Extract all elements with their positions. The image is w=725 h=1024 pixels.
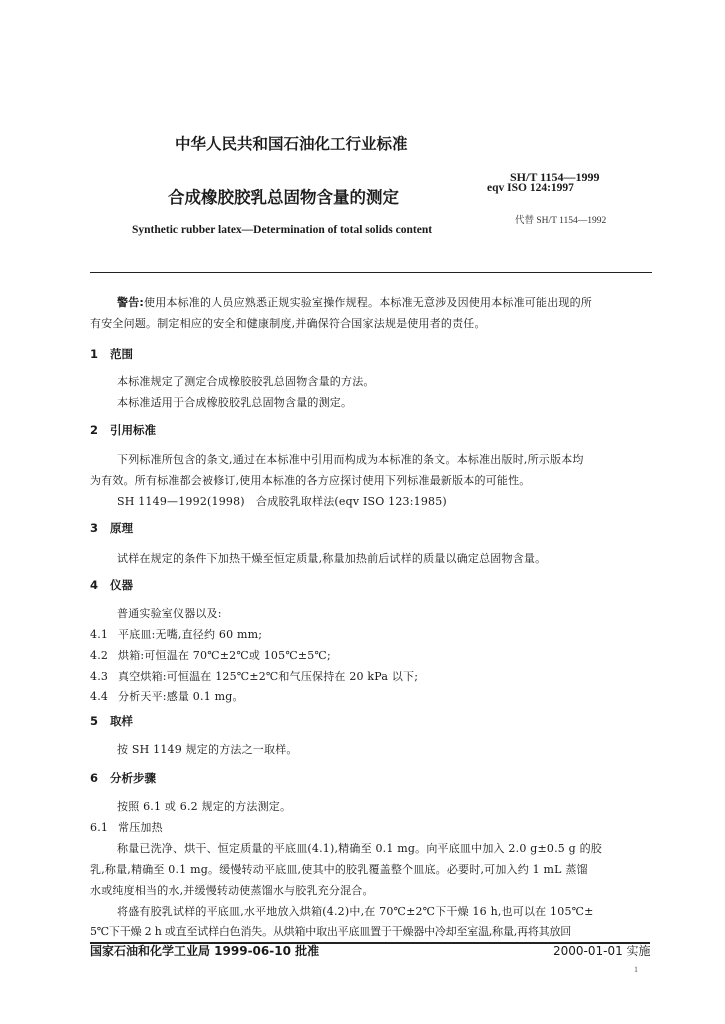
apparatus-item-number: 4.1: [90, 628, 109, 641]
apparatus-item-text: 分析天平:感量 0.1 mg。: [118, 690, 244, 703]
referenced-standard: SH 1149—1992(1998) 合成胶乳取样法(eqv ISO 123:1985): [117, 495, 447, 508]
section-3-heading: [90, 520, 133, 536]
section-6-title: 分析步骤: [110, 771, 157, 785]
apparatus-item-number: 4.4: [90, 690, 109, 703]
section-2-heading: [90, 422, 156, 438]
section-6-para-1: 按照 6.1 或 6.2 规定的方法测定。: [117, 800, 292, 813]
subsection-6-1-number: 6.1: [90, 821, 109, 834]
section-1-para-2: 本标准适用于合成橡胶胶乳总固物含量的测定。: [117, 396, 353, 409]
procedure-para-2-line-1: 将盛有胶乳试样的平底皿,水平地放入烘箱(4.2)中,在 70℃±2℃下干燥 16 h,也可以在 105℃±: [117, 905, 594, 918]
section-6-heading: [90, 770, 156, 786]
page-number: 1: [634, 965, 638, 974]
apparatus-item-text: 真空烘箱:可恒温在 125℃±2℃和气压保持在 20 kPa 以下;: [118, 670, 419, 683]
subsection-6-1-title: 常压加热: [118, 821, 163, 834]
effective-date: 2000-01-01 实施: [553, 944, 651, 958]
replaces-note: 代替 SH/T 1154—1992: [515, 216, 607, 226]
section-5-para-1: 按 SH 1149 规定的方法之一取样。: [117, 743, 298, 756]
section-2-para-1a: 下列标准所包含的条文,通过在本标准中引用而构成为本标准的条文。本标准出版时,所示版本均: [117, 453, 584, 466]
subsection-6-1-heading: [90, 818, 163, 838]
section-5-title: 取样: [110, 714, 134, 728]
section-5-number: 5: [90, 714, 99, 728]
apparatus-item: [90, 687, 244, 707]
section-1-heading: [90, 346, 133, 362]
document-title: 合成橡胶胶乳总固物含量的测定: [168, 188, 399, 207]
section-6-number: 6: [90, 771, 99, 785]
apparatus-item: [90, 646, 331, 666]
apparatus-item: [90, 625, 262, 645]
issuer-approval: 国家石油和化学工业局 1999-06-10 批准: [90, 944, 320, 958]
section-4-heading: [90, 577, 133, 593]
section-2-para-1b: 为有效。所有标准都会被修订,使用本标准的各方应探讨使用下列标准最新版本的可能性。: [90, 474, 531, 487]
apparatus-item-text: 烘箱:可恒温在 70℃±2℃或 105℃±5℃;: [118, 649, 331, 662]
procedure-para-1-line-2: 乳,称量,精确至 0.1 mg。缓慢转动平底皿,使其中的胶乳覆盖整个皿底。必要时,可加入约 1 mL 蒸馏: [90, 863, 588, 876]
section-3-para-1: 试样在规定的条件下加热干燥至恒定质量,称量加热前后试样的质量以确定总固物含量。: [117, 552, 547, 565]
procedure-para-2-line-2: 5℃下干燥 2 h 或直至试样白色消失。从烘箱中取出平底皿置于干燥器中冷却至室温,称量,再将其放回: [90, 925, 572, 938]
section-4-number: 4: [90, 578, 99, 592]
warning-label: 警告:: [117, 296, 144, 309]
english-title: Synthetic rubber latex—Determination of total solids content: [132, 224, 433, 236]
section-5-heading: [90, 713, 133, 729]
equivalence-note: eqv ISO 124:1997: [487, 182, 574, 194]
section-4-title: 仪器: [110, 578, 134, 592]
warning-line-1: [117, 293, 592, 313]
section-3-title: 原理: [110, 521, 134, 535]
section-2-title: 引用标准: [110, 423, 157, 437]
standard-org-title: 中华人民共和国石油化工行业标准: [175, 135, 408, 153]
standard-code: SH/T 1154—1999: [510, 170, 600, 184]
procedure-para-1-line-3: 水或纯度相当的水,并缓慢转动使蒸馏水与胶乳充分混合。: [90, 884, 374, 897]
section-1-number: 1: [90, 347, 99, 361]
section-1-para-1: 本标准规定了测定合成橡胶胶乳总固物含量的方法。: [117, 375, 375, 388]
section-2-number: 2: [90, 423, 99, 437]
header-rule: [90, 272, 652, 273]
warning-text-1: 使用本标准的人员应熟悉正规实验室操作规程。本标准无意涉及因使用本标准可能出现的所: [144, 296, 592, 309]
section-3-number: 3: [90, 521, 99, 535]
apparatus-item: [90, 667, 418, 687]
apparatus-item-number: 4.2: [90, 649, 109, 662]
apparatus-item-number: 4.3: [90, 670, 109, 683]
section-4-intro: 普通实验室仪器以及:: [117, 607, 222, 620]
warning-line-2: 有安全问题。制定相应的安全和健康制度,并确保符合国家法规是使用者的责任。: [90, 317, 486, 330]
section-1-title: 范围: [110, 347, 134, 361]
procedure-para-1-line-1: 称量已洗净、烘干、恒定质量的平底皿(4.1),精确至 0.1 mg。向平底皿中加入 2.0 g±0.5 g 的胶: [117, 842, 603, 855]
apparatus-item-text: 平底皿:无嘴,直径约 60 mm;: [118, 628, 263, 641]
